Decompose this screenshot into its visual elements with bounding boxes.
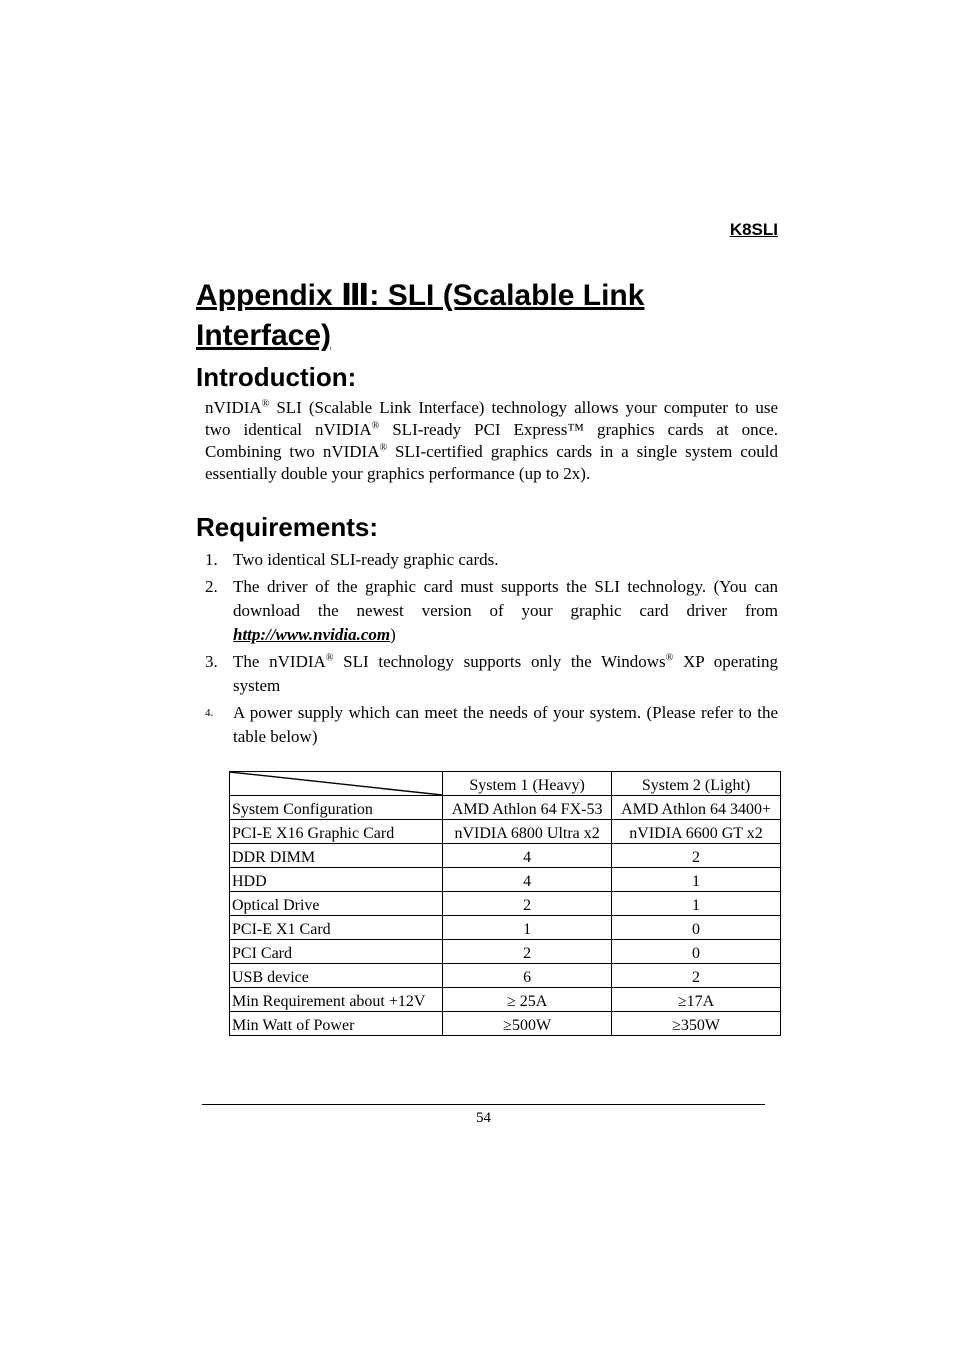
title-line-2: Interface) bbox=[196, 319, 332, 352]
table-cell: 2 bbox=[443, 892, 612, 916]
table-cell: AMD Athlon 64 3400+ bbox=[612, 796, 781, 820]
row-label: DDR DIMM bbox=[230, 844, 443, 868]
table-cell: ≥ 25A bbox=[443, 988, 612, 1012]
model-name: K8SLI bbox=[729, 220, 778, 239]
table-header-row bbox=[230, 772, 781, 796]
table-row bbox=[230, 964, 781, 988]
list-item: 1. Two identical SLI-ready graphic cards. bbox=[205, 550, 499, 569]
table-cell: 2 bbox=[443, 940, 612, 964]
list-item: 2. The driver of the graphic card must supports the SLI technology. (You can download the newest version of your graphic card driver from http://www.nvidia.com) bbox=[205, 577, 778, 644]
table-cell: AMD Athlon 64 FX-53 bbox=[443, 796, 612, 820]
table-row bbox=[230, 940, 781, 964]
list-item: 3. The nVIDIA® SLI technology supports only the Windows® XP operating system bbox=[205, 652, 778, 695]
table-cell: 4 bbox=[443, 868, 612, 892]
table-row bbox=[230, 796, 781, 820]
table-cell: 2 bbox=[612, 844, 781, 868]
row-label: System Configuration bbox=[230, 796, 443, 820]
table-row bbox=[230, 844, 781, 868]
power-requirements-table bbox=[229, 771, 781, 1036]
table-row bbox=[230, 892, 781, 916]
table-cell: ≥17A bbox=[612, 988, 781, 1012]
table-cell: 0 bbox=[612, 916, 781, 940]
table-cell: nVIDIA 6600 GT x2 bbox=[612, 820, 781, 844]
row-label: PCI Card bbox=[230, 940, 443, 964]
table-cell: 1 bbox=[612, 868, 781, 892]
column-header: System 1 (Heavy) bbox=[443, 772, 612, 796]
introduction-heading: Introduction: bbox=[196, 362, 357, 392]
table-cell: ≥350W bbox=[612, 1012, 781, 1036]
page-title bbox=[196, 276, 796, 356]
requirements-list bbox=[205, 548, 778, 752]
table-cell: 1 bbox=[443, 916, 612, 940]
column-header: System 2 (Light) bbox=[612, 772, 781, 796]
list-item: 4. A power supply which can meet the needs of your system. (Please refer to the table below) bbox=[205, 703, 778, 746]
row-label: PCI-E X1 Card bbox=[230, 916, 443, 940]
row-label: PCI-E X16 Graphic Card bbox=[230, 820, 443, 844]
table-cell: 4 bbox=[443, 844, 612, 868]
corner-cell bbox=[230, 772, 443, 796]
footer-rule bbox=[202, 1104, 765, 1105]
table-cell: 6 bbox=[443, 964, 612, 988]
table-cell: ≥500W bbox=[443, 1012, 612, 1036]
page-number: 54 bbox=[476, 1110, 491, 1126]
table-cell: 2 bbox=[612, 964, 781, 988]
table-cell: 0 bbox=[612, 940, 781, 964]
introduction-paragraph: nVIDIA® SLI (Scalable Link Interface) technology allows your computer to use two identical nVIDIA® SLI-ready PCI Express™ graphics cards at once. Combining two nVIDIA® SLI-certified graphics cards in a single system could essentially double your graphics performance (up to 2x). bbox=[205, 398, 778, 483]
nvidia-link[interactable]: http://www.nvidia.com bbox=[233, 625, 391, 644]
table-cell: nVIDIA 6800 Ultra x2 bbox=[443, 820, 612, 844]
table-row bbox=[230, 820, 781, 844]
table-row bbox=[230, 916, 781, 940]
requirements-heading: Requirements: bbox=[196, 512, 379, 542]
table-cell: 1 bbox=[612, 892, 781, 916]
row-label: HDD bbox=[230, 868, 443, 892]
table-row bbox=[230, 868, 781, 892]
diagonal-line bbox=[230, 772, 442, 795]
title-line-1: Appendix Ⅲ: SLI (Scalable Link bbox=[196, 279, 645, 312]
row-label: Optical Drive bbox=[230, 892, 443, 916]
row-label: Min Watt of Power bbox=[230, 1012, 443, 1036]
row-label: Min Requirement about +12V bbox=[230, 988, 443, 1012]
row-label: USB device bbox=[230, 964, 443, 988]
table-row bbox=[230, 988, 781, 1012]
table-row bbox=[230, 1012, 781, 1036]
